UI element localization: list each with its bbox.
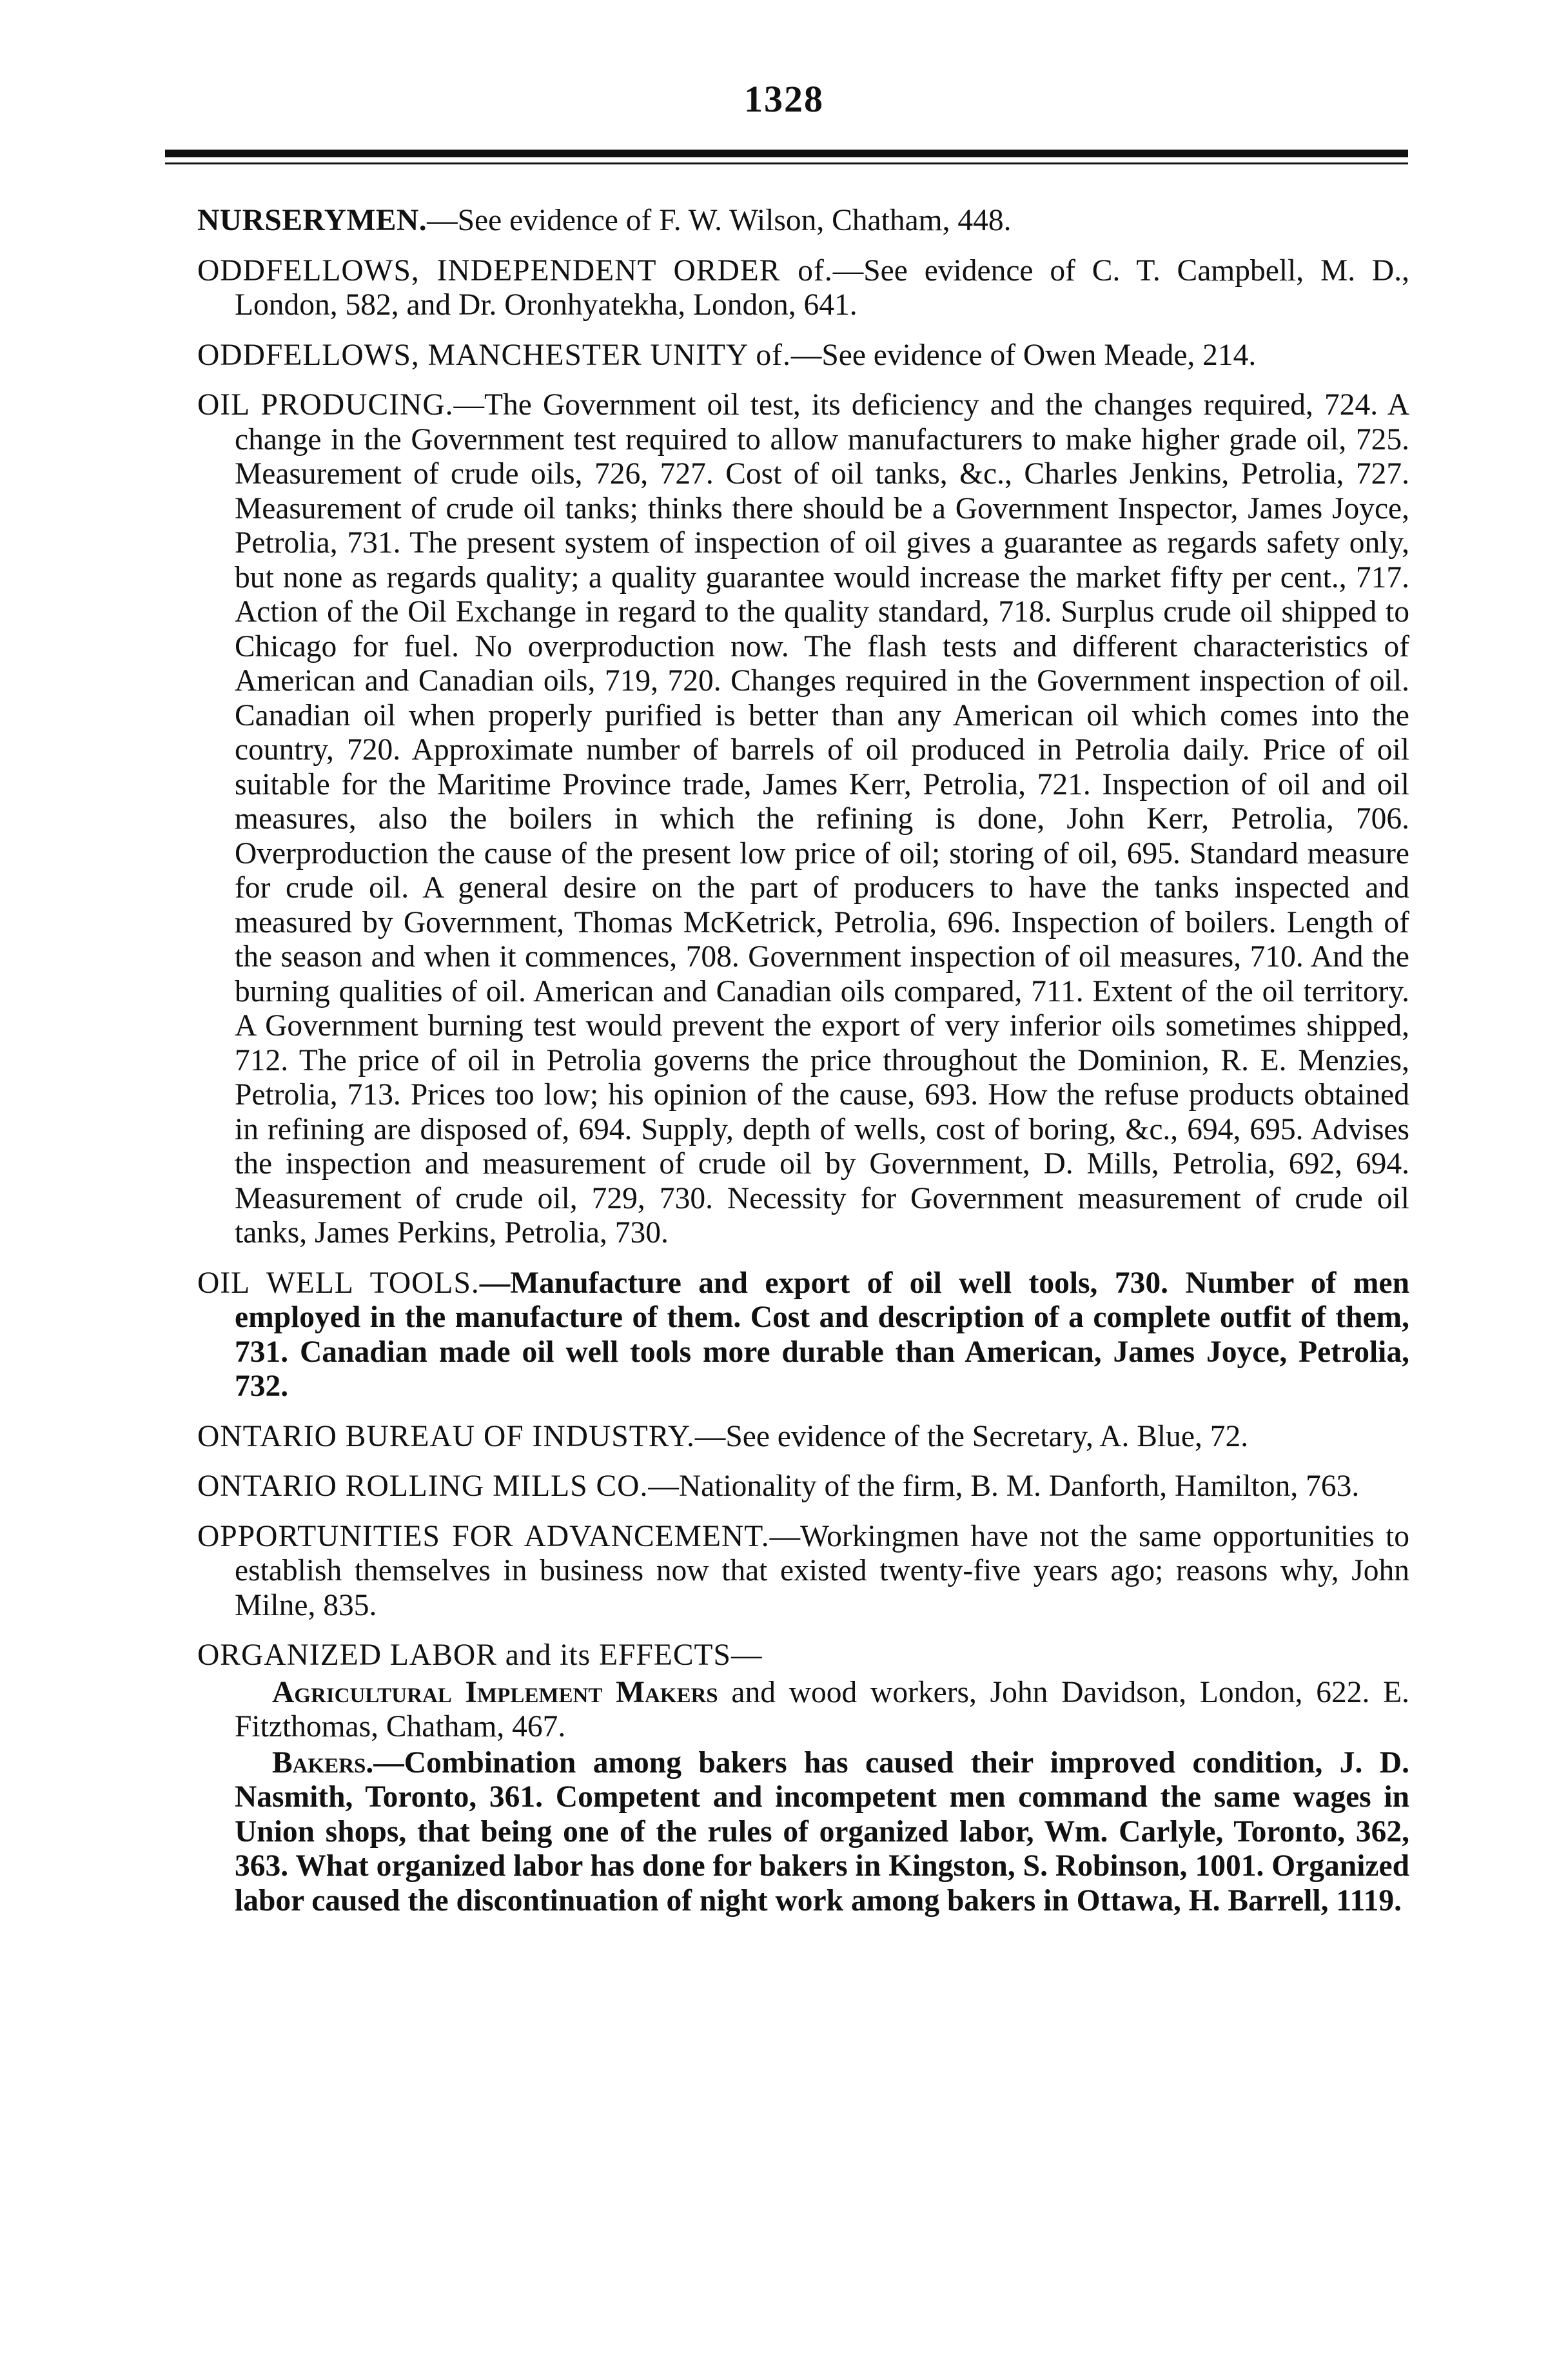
index-entry-oil-well-tools [197,1266,1409,1404]
index-entry-ontario-bureau [197,1420,1409,1455]
header-rule-thin [165,162,1408,164]
entry-heading: ONTARIO BUREAU OF INDUSTRY. [197,1419,695,1453]
index-entry-oddfellows-independent [197,254,1409,323]
index-entry-ontario-rolling-mills [197,1469,1409,1504]
index-entries [197,204,1409,1918]
index-entry-oil-producing [197,388,1409,1251]
subentry-bakers [197,1746,1409,1919]
index-entry-opportunities [197,1520,1409,1624]
entry-heading: OIL WELL TOOLS. [197,1266,480,1300]
index-entry-nurserymen [197,204,1409,239]
entry-heading: ODDFELLOWS, INDEPENDENT ORDER of. [197,253,833,288]
entry-text: —Workingmen have not the same opportunities to establish themselves in business now that existed twenty-five years ago; reasons why, John Milne, 835. [235,1519,1410,1622]
index-entry-organized-labor [197,1638,1409,1673]
subentry-text: —Combination among bakers has caused their improved condition, J. D. Nasmith, Toronto, 361. Competent and incompetent men command the same wages in Union shops, that being one of the rules of organized labor, Wm. Carlyle, Toronto, 362, 363. What organized labor has done for bakers in Kingston, S. Robinson, 1001. Organized labor caused the discontinuation of night work among bakers in Ottawa, H. Barrell, 1119. [235,1745,1409,1918]
entry-heading: ODDFELLOWS, MANCHESTER UNITY of. [197,338,791,372]
header-rule-thick [165,150,1408,157]
subentry-label: Bakers. [272,1745,374,1780]
index-entry-oddfellows-manchester [197,339,1409,373]
entry-text: —See evidence of C. T. Campbell, M. D., London, 582, and Dr. Oronhyatekha, London, 641. [235,253,1409,322]
entry-heading: OIL PRODUCING. [197,388,454,422]
entry-heading: OPPORTUNITIES FOR ADVANCEMENT. [197,1519,770,1553]
entry-heading: NURSERYMEN. [197,204,427,237]
page-number: 1328 [744,78,824,120]
subentry-label: Agricultural Implement Makers [272,1675,718,1709]
entry-text: —The Government oil test, its deficiency and the changes required, 724. A change in the Government test required to allow manufacturers to make higher grade oil, 725. Measurement of crude oils, 726, 727. Cost of oil tanks, &c., Charles Jenkins, Petrolia, 727. Measurement of crude oil tanks; thinks there should be a Government Inspector, James Joyce, Petrolia, 731. The present system of inspection of oil gives a guarantee as regards safety only, but none as regards quality; a quality guarantee would increase the market fifty per cent., 717. Action of the Oil Exchange in regard to the quality standard, 718. Surplus crude oil shipped to Chicago for fuel. No overproduction now. The flash tests and different characteristics of American and Canadian oils, 719, 720. Changes required in the Government inspection of oil. Canadian oil when properly purified is better than any American oil which comes into the country, 720. Approximate number of barrels of oil produced in Petrolia daily. Price of oil suitable for the Maritime Province trade, James Kerr, Petrolia, 721. Inspection of oil and oil measures, also the boilers in which the refining is done, John Kerr, Petrolia, 706. Overproduction the cause of the present low price of oil; storing of oil, 695. Standard measure for crude oil. A general desire on the part of producers to have the tanks inspected and measured by Government, Thomas McKetrick, Petrolia, 696. Inspection of boilers. Length of the season and when it commences, 708. Government inspection of oil measures, 710. And the burning qualities of oil. American and Canadian oils compared, 711. Extent of the oil territory. A Government burning test would prevent the export of very inferior oils sometimes shipped, 712. The price of oil in Petrolia governs the price throughout the Dominion, R. E. Menzies, Petrolia, 713. Prices too low; his opinion of the cause, 693. How the refuse products obtained in refining are disposed of, 694. Supply, depth of wells, cost of boring, &c., 694, 695. Advises the inspection and measurement of crude oil by Government, D. Mills, Petrolia, 692, 694. Measurement of crude oil, 729, 730. Necessity for Government measurement of crude oil tanks, James Perkins, Petrolia, 730. [235,388,1409,1250]
entry-text: —Nationality of the firm, B. M. Danforth, Hamilton, 763. [648,1469,1360,1503]
entry-heading: ONTARIO ROLLING MILLS CO. [197,1469,649,1503]
entry-text: —See evidence of F. W. Wilson, Chatham, 448. [427,204,1012,237]
entry-text: —See evidence of Owen Meade, 214. [790,338,1257,372]
entry-text: —Manufacture and export of oil well tools, 730. Number of men employed in the manufacture of them. Cost and description of a complete outfit of them, 731. Canadian made oil well tools more durable than American, James Joyce, Petrolia, 732. [235,1266,1409,1403]
entry-text: —See evidence of the Secretary, A. Blue, 72. [694,1419,1249,1453]
subentry-agricultural-implement-makers [197,1676,1409,1745]
entry-heading: ORGANIZED LABOR and its EFFECTS— [197,1638,763,1672]
subentry-text: and wood workers, John Davidson, London, 622. E. Fitzthomas, Chatham, 467. [235,1675,1409,1743]
